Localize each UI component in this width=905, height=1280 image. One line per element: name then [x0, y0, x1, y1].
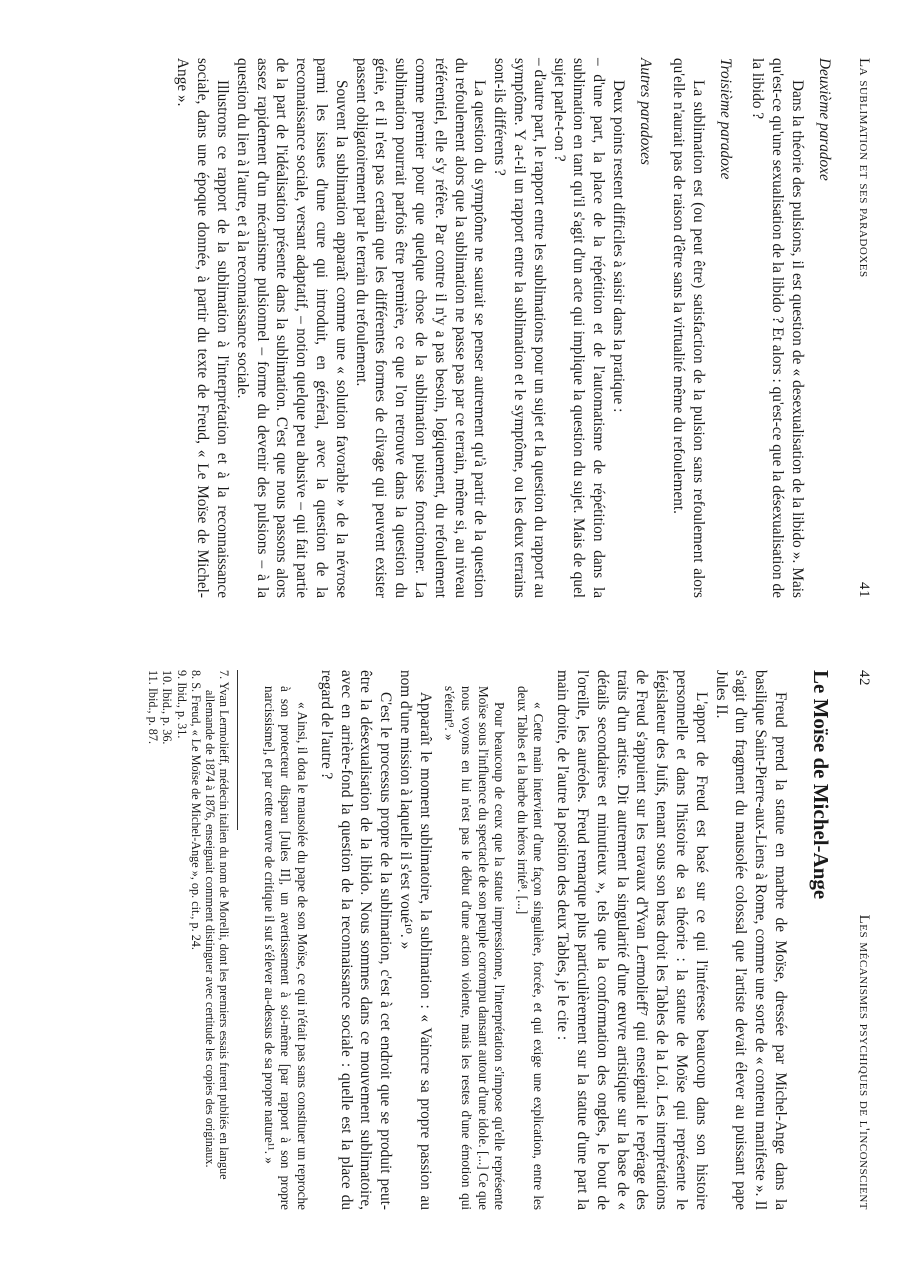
- paragraph: Dans la théorie des pulsions, il est question de « desexualisation de la libido ». Mais qu'est-ce qu'une sexualisation de la libido ? Et alors : qu'est-ce que la désexualisation de la libido ?: [749, 58, 806, 598]
- block-quote: « Cette main intervient d'une façon singulière, forcée, et qui exige une explication, entre les deux Tables et la barbe du héros irrité⁸. [...]: [514, 686, 547, 1210]
- paragraph: La sublimation est (ou peut être) satisfaction de la pulsion sans refoulement alors qu'elle n'aurait pas de raison d'être sans la virtualité même du refoulement.: [669, 58, 707, 598]
- paragraph: La question du symptôme ne saurait se penser autrement qu'à partir de la question du refoulement alors que la sublimation ne passe pas par ce terrain, même si, au niveau référentiel, elle s'y réfère. Par contre il n'y a pas besoin, logiquement, du refoulement comme premier pour que quelque chose de la sublimation puisse fonctionner. La sublimation pourrait parfois être première, ce que l'on retrouve dans la question du génie, et il n'est pas certain que les différentes formes de clivage qui peuvent exister passent obligatoirement par le terrain du refoulement.: [352, 58, 489, 598]
- paragraph: Illustrons ce rapport de la sublimation à l'interprétation et à la reconnaissance sociale, dans une époque donnée, à partir du texte de Freud, « Le Moïse de Michel-Ange ».: [174, 58, 232, 598]
- paragraph: Souvent la sublimation apparaît comme une « solution favorable » de la névrose parmi les issues d'une cure qui introduit, en général, avec la question de la reconnaissance sociale, versant adaptatif, – notion quelque peu abusive – qui fait partie de la part de l'idéalisation présente dans la sublimation. C'est que nous passons alors assez rapidement d'un mécanisme pulsionnel – forme du devenir des pulsions – à la question du lien à l'autre, et à la reconnaissance sociale.: [233, 58, 350, 598]
- page-42-header: [855, 670, 872, 1210]
- section-heading: Troisième paradoxe: [716, 58, 734, 180]
- paragraph: Apparaît le moment sublimatoire, la sublimation : « Vaincre sa propre passion au nom d'une mission à laquelle il s'est voué¹⁰. »: [397, 670, 434, 1210]
- block-quote: Pour beaucoup de ceux que la statue impressionne, l'interprétation s'impose qu'elle représente Moïse sous l'influence du spectacle de son peuple corrompu dansant autour d'une idole. [...] Ce que nous voyons en lui n'est pas le début d'une action violente, mais les restes d'une émotion qui s'éteint⁹. »: [442, 686, 508, 1210]
- page-41-header: [855, 58, 872, 598]
- paragraph: L'apport de Freud est basé sur ce qui l'intéresse beaucoup dans son histoire personnelle et dans l'histoire de sa théorie : la statue de Moïse qui représente le législateur des Juifs, tenant sous son bras droit les Tables de la Loi. Les interprétations de Freud s'appuient sur les travaux d'Yvan Lermolieff⁷ qui enseignait le repérage des traits d'un artiste. Dit autrement la singularité d'une œuvre artistique sur la base de « détails secondaires et minutieux », tels que la conformation des ongles, le bout de l'oreille, les auréoles. Freud remarque plus particulièrement sur la statue d'une part la main droite, de l'autre la position des deux Tables, je le cite :: [554, 670, 710, 1210]
- paragraph: C'est le processus propre de la sublimation, c'est à cet endroit que se produit peut-être la désexualisation de la libido. Nous sommes dans ce mouvement sublimatoire, avec en arrière-fond la question de la reconnaissance sociale : quelle est la place du regard de l'autre ?: [317, 670, 395, 1210]
- page-42: [0, 640, 905, 1280]
- footnote: 8. S. Freud, « Le Moïse de Michel-Ange », op. cit., p. 24.: [188, 670, 203, 950]
- page-number: 41: [856, 582, 872, 598]
- page-number: 42: [856, 670, 872, 686]
- section-heading: Autres paradoxes: [637, 58, 655, 165]
- running-head: Les mécanismes psychiques de l'inconscient: [856, 914, 872, 1210]
- footnote-rule: [237, 670, 238, 830]
- paragraph: – d'une part, la place de la répétition et de l'automatisme de répétition dans la sublimation en tant qu'il s'agit d'un acte qui implique la question du sujet. Mais de quel sujet parle-t-on ?: [550, 58, 608, 598]
- footnote: 11. Ibid., p. 87.: [146, 670, 161, 745]
- paragraph: Freud prend la statue en marbre de Moïse, dressée par Michel-Ange dans la basilique Saint-Pierre-aux-Liens à Rome, comme une sorte de « contenu manifeste ». Il s'agit d'un fragment du mausolée colossal que l'artiste devait élever au puissant pape Jules II.: [712, 670, 789, 1210]
- footnote: 7. Yvan Lermolieff, médecin italien du nom de Morelli, dont les premiers essais furent publiés en langue allemande de 1874 à 1876, enseignait comment distinguer avec certitude les copies des originaux.: [203, 670, 232, 1180]
- footnote: 9. Ibid., p. 31.: [174, 670, 189, 739]
- chapter-title: Le Moïse de Michel-Ange: [809, 670, 833, 900]
- block-quote: « Ainsi, il dota le mausolée du pape de son Moïse, ce qui n'était pas sans constituer un reproche à son protecteur disparu [Jules II], un avertissement à soi-même [par rapport à son propre narcissisme], et par cette œuvre de critique il sut s'élever au-dessus de sa propre nature¹¹. »: [261, 686, 311, 1210]
- paragraph: – d'autre part, le rapport entre les sublimations pour un sujet et la question du rapport au symptôme. Y a-t-il un rapport entre la sublimation et le symptôme, ou les deux terrains sont-ils différents ?: [491, 58, 548, 598]
- paragraph: Deux points restent difficiles à saisir dans la pratique :: [610, 80, 628, 413]
- section-heading: Deuxième paradoxe: [816, 58, 833, 181]
- footnote: 10. Ibid., p. 36.: [160, 670, 175, 745]
- running-head: La sublimation et ses paradoxes: [856, 58, 872, 278]
